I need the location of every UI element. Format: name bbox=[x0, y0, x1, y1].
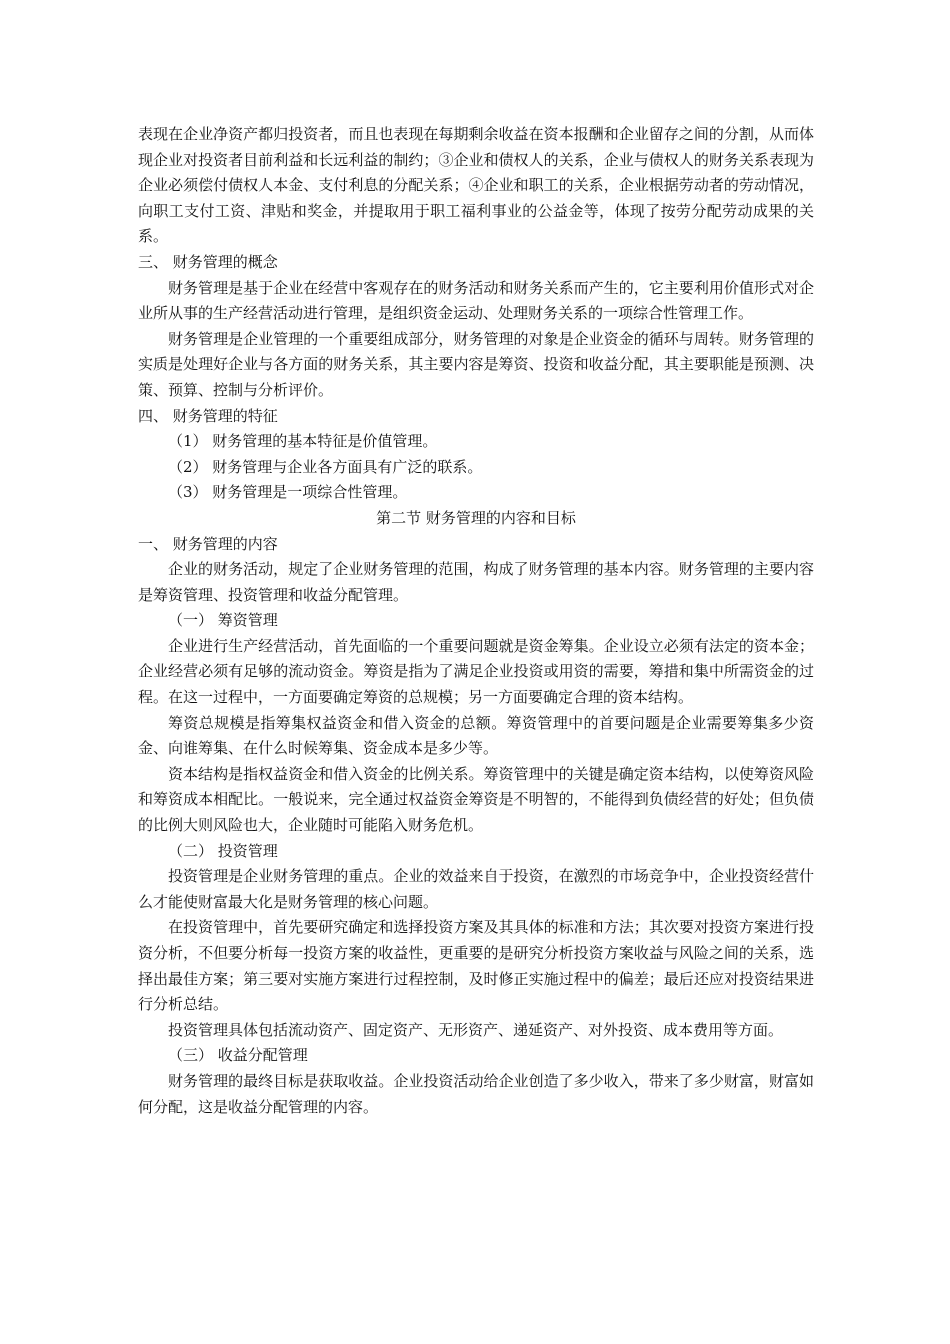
paragraph: 企业的财务活动，规定了企业财务管理的范围，构成了财务管理的基本内容。财务管理的主要内容是筹资管理、投资管理和收益分配管理。 bbox=[138, 560, 814, 604]
section-heading: 四、 财务管理的特征 bbox=[138, 406, 278, 425]
paragraph: 在投资管理中，首先要研究确定和选择投资方案及其具体的标准和方法；其次要对投资方案进行投资分析，不但要分析每一投资方案的收益性，更重要的是研究分析投资方案收益与风险之间的关系，选择出最佳方案；第三要对实施方案进行过程控制，及时修正实施过程中的偏差；最后还应对投资结果进行分析总结。 bbox=[138, 918, 814, 1014]
paragraph: 财务管理的最终目标是获取收益。企业投资活动给企业创造了多少收入，带来了多少财富，财富如何分配，这是收益分配管理的内容。 bbox=[138, 1071, 814, 1116]
subsection-heading: （二） 投资管理 bbox=[168, 841, 278, 860]
paragraph: 财务管理是基于企业在经营中客观存在的财务活动和财务关系而产生的，它主要利用价值形式对企业所从事的生产经营活动进行管理，是组织资金运动、处理财务关系的一项综合性管理工作。 bbox=[138, 278, 814, 323]
paragraph: 企业进行生产经营活动，首先面临的一个重要问题就是资金筹集。企业设立必须有法定的资本金；企业经营必须有足够的流动资金。筹资是指为了满足企业投资或用资的需要，筹措和集中所需资金的过程。在这一过程中，一方面要确定筹资的总规模；另一方面要确定合理的资本结构。 bbox=[138, 636, 814, 707]
paragraph: 财务管理是企业管理的一个重要组成部分，财务管理的对象是企业资金的循环与周转。财务管理的实质是处理好企业与各方面的财务关系，其主要内容是筹资、投资和收益分配，其主要职能是预测、决策、预算、控制与分析评价。 bbox=[138, 329, 814, 399]
section-heading: 一、 财务管理的内容 bbox=[138, 534, 278, 553]
paragraph: 资本结构是指权益资金和借入资金的比例关系。筹资管理中的关键是确定资本结构，以使筹资风险和筹资成本相配比。一般说来，完全通过权益资金筹资是不明智的，不能得到负债经营的好处；但负债的比例大则风险也大，企业随时可能陷入财务危机。 bbox=[138, 764, 814, 835]
subsection-heading: （三） 收益分配管理 bbox=[168, 1046, 308, 1065]
chapter-section-title: 第二节 财务管理的内容和目标 bbox=[376, 508, 576, 527]
list-item: （2） 财务管理与企业各方面具有广泛的联系。 bbox=[168, 457, 483, 476]
section-heading: 三、 财务管理的概念 bbox=[138, 252, 278, 271]
paragraph: 表现在企业净资产都归投资者，而且也表现在每期剩余收益在资本报酬和企业留存之间的分割，从而体现企业对投资者目前利益和长远利益的制约；③企业和债权人的关系，企业与债权人的财务关系表现为企业必须偿付债权人本金、支付利息的分配关系；④企业和职工的关系，企业根据劳动者的劳动情况，向职工支付工资、津贴和奖金，并提取用于职工福利事业的公益金等，体现了按劳分配劳动成果的关系。 bbox=[138, 125, 814, 246]
paragraph: 筹资总规模是指筹集权益资金和借入资金的总额。筹资管理中的首要问题是企业需要筹集多少资金、向谁筹集、在什么时候筹集、资金成本是多少等。 bbox=[138, 713, 814, 758]
paragraph: 投资管理具体包括流动资产、固定资产、无形资产、递延资产、对外投资、成本费用等方面。 bbox=[168, 1020, 784, 1039]
subsection-heading: （一） 筹资管理 bbox=[168, 611, 278, 630]
list-item: （1） 财务管理的基本特征是价值管理。 bbox=[168, 432, 438, 451]
document-page bbox=[138, 122, 814, 1120]
paragraph: 投资管理是企业财务管理的重点。企业的效益来自于投资，在激烈的市场竞争中，企业投资经营什么才能使财富最大化是财务管理的核心问题。 bbox=[138, 867, 814, 911]
list-item: （3） 财务管理是一项综合性管理。 bbox=[168, 483, 408, 502]
